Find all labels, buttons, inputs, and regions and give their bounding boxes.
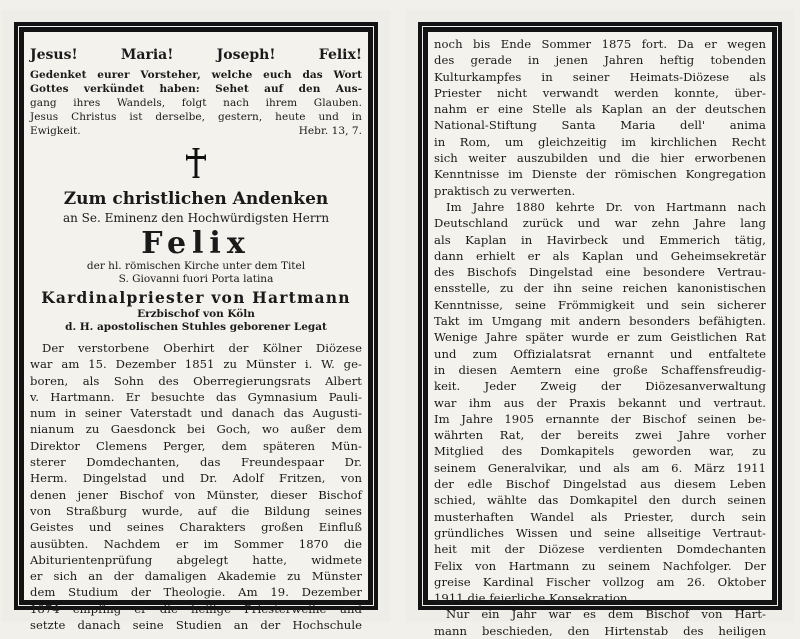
text-line: num in seiner Vaterstadt und danach das Augusti- [30, 406, 362, 421]
text-line: schied, wählte das Domkapitel den durch seinen [434, 493, 766, 508]
verse-line: Gottes verkündet haben: Sehet auf den Aus- [30, 83, 362, 95]
verse-line-end: Ewigkeit. [30, 125, 81, 137]
text-line: gründliches Wissen und seine allseitige Vertraut- [434, 525, 766, 540]
text-line: 1874 empfing er die heilige Priesterweihe und [30, 601, 362, 616]
text-line: sterer Domdechanten, das Freundespaar Dr. [30, 455, 362, 470]
bible-verse [30, 68, 362, 138]
text-line: Kenntnisse im Dienste der römischen Kongregation [434, 167, 766, 182]
text-line: Kulturkampfes in seiner Heimats-Diözese als [434, 69, 766, 84]
text-line: seinem Generalvikar, und als am 6. März 1911 [434, 460, 766, 475]
verse-line: Jesus Christus ist derselbe, gestern, heute und in [30, 111, 362, 123]
text-line: Kenntnisse, seine Frömmigkeit und sein sicherer [434, 297, 766, 312]
text-line: denen jener Bischof von Münster, dieser Bischof [30, 487, 362, 502]
cardinal-title: Kardinalpriester von Hartmann [41, 288, 351, 307]
text-line: währten Rat, der bereits zwei Jahre vorher [434, 428, 766, 443]
text-line: musterhaften Wandel als Priester, durch sein [434, 509, 766, 524]
text-line: Nur ein Jahr war es dem Bischof von Hart- [446, 607, 766, 622]
text-line: dem Studium der Theologie. Am 19. Dezember [30, 585, 362, 600]
text-line: war ihm aus der Praxis bekannt und vertraut. [434, 395, 766, 410]
text-line: in diesen Aemtern eine große Schaffensfreudig- [434, 362, 766, 377]
text-line: nianum zu Gaesdonck bei Goch, wo außer dem [30, 422, 362, 437]
verse-line: Gedenket eurer Vorsteher, welche euch das Wort [30, 69, 362, 81]
text-line: heit mit der Diözese verdienten Domdechanten [434, 542, 766, 557]
text-line: Abiturientenprüfung abgelegt hatte, widmete [30, 552, 362, 567]
titular-church: S. Giovanni fuori Porta latina [118, 273, 274, 285]
text-line: von Straßburg wurde, auf die Bildung seines [30, 503, 362, 518]
text-line: greise Kardinal Fischer vollzog am 26. Oktober [434, 574, 766, 589]
text-line: Geistes und seines Charakters großen Einfluß [30, 520, 362, 535]
text-line: mann beschieden, den Hirtenstab des heiligen [434, 623, 766, 638]
text-line: v. Hartmann. Er besuchte das Gymnasium Pauli- [30, 389, 362, 404]
salutation [30, 46, 362, 64]
text-line: dann erhielt er als Kaplan und Geheimsekretär [434, 248, 766, 263]
text-line: als Kaplan in Havirbeck und Emmerich tätig, [434, 232, 766, 247]
biography-right [434, 36, 766, 639]
salutation-jesus: Jesus! [30, 47, 78, 63]
verse-final-line [30, 124, 362, 138]
church-title-line: der hl. römischen Kirche unter dem Titel [86, 260, 306, 272]
text-line: des Bischofs Dingelstad eine besondere Vertrau- [434, 265, 766, 280]
right-page-content [428, 32, 772, 638]
text-line: Der verstorbene Oberhirt der Kölner Diözese [42, 341, 362, 355]
text-line: praktisch zu verwerten. [434, 183, 576, 198]
text-line: Herm. Dingelstad und Dr. Adolf Fritzen, von [30, 471, 362, 486]
salutation-felix: Felix! [318, 47, 362, 63]
memorial-heading: Zum christlichen Andenken [63, 189, 329, 209]
verse-line: gang ihres Wandels, folgt nach ihrem Glauben. [30, 97, 362, 109]
text-line: des gerade in jenen Jahren heftig tobenden [434, 53, 766, 68]
salutation-joseph: Joseph! [216, 47, 276, 63]
text-line: Priester nicht verwandt werden konnte, über- [434, 85, 766, 100]
eminence-line: an Se. Eminenz den Hochwürdigsten Herrn [62, 211, 330, 225]
text-line: National-Stiftung Santa Maria dell' anima [434, 118, 766, 133]
text-line: Direktor Clemens Perger, dem späteren Mün- [30, 438, 362, 453]
text-line: noch bis Ende Sommer 1875 fort. Da er wegen [434, 37, 766, 51]
text-line: ensstelle, zu der ihn seine reichen kanonistischen [434, 281, 766, 296]
right-page [406, 10, 794, 638]
text-line: der edle Bischof Dingelstad aus diesem Leben [434, 477, 766, 492]
text-line: 1911 die feierliche Konsekration. [434, 591, 632, 606]
biography-left [30, 340, 362, 633]
text-line: nahm er eine Stelle als Kaplan an der deutschen [434, 102, 766, 117]
text-line: war am 15. Dezember 1851 zu Münster i. W. ge- [30, 357, 362, 372]
text-line: Wenige Jahre später wurde er zum Geistlichen Rat [434, 330, 766, 345]
legate-line: d. H. apostolischen Stuhles geborener Legat [65, 321, 327, 333]
text-line: Deutschland zurück und war zehn Jahre lang [434, 216, 766, 231]
text-line: und zum Offizialatsrat ernannt und entfaltete [434, 346, 766, 361]
verse-reference: Hebr. 13, 7. [298, 125, 362, 137]
deceased-name: Felix [141, 226, 251, 261]
cross-icon [186, 148, 206, 178]
text-line: Takt im Umgang mit andern besonders befähigten. [434, 314, 766, 329]
text-line: er sich an der damaligen Akademie zu Münster [30, 569, 362, 584]
archbishop-line: Erzbischof von Köln [137, 308, 255, 320]
left-page-content [24, 32, 368, 633]
text-line: Mitglied des Domkapitels geworden war, zu [434, 444, 766, 459]
text-line: in Rom, um gleichzeitig im kirchlichen Recht [434, 134, 766, 149]
text-line: setzte danach seine Studien an der Hochschule [30, 618, 362, 633]
left-page [2, 10, 390, 633]
text-line: ausübten. Nachdem er im Sommer 1870 die [30, 536, 362, 551]
text-line: sich weiter auszubilden und die hier erworbenen [434, 151, 766, 166]
text-line: Felix von Hartmann zu seinem Nachfolger. Der [434, 558, 766, 573]
text-line: boren, als Sohn des Oberregierungsrats Albert [30, 373, 362, 388]
text-line: Im Jahre 1880 kehrte Dr. von Hartmann nach [446, 199, 766, 214]
text-line: Im Jahre 1905 ernannte der Bischof seinen be- [434, 411, 766, 426]
salutation-maria: Maria! [120, 47, 174, 63]
text-line: keit. Jeder Zweig der Diözesanverwaltung [434, 379, 766, 394]
